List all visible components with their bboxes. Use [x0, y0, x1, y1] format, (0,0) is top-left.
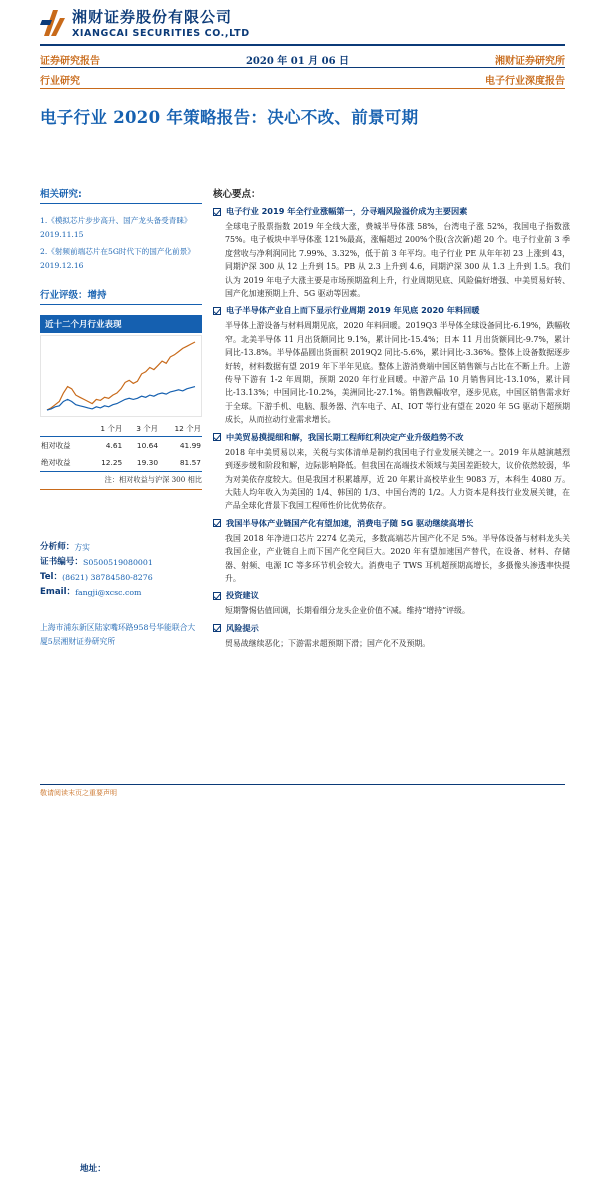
analyst-info	[40, 540, 202, 600]
key-point-title: 我国半导体产业链国产化有望加速，消费电子随 5G 驱动继续高增长	[226, 517, 474, 528]
analyst-label: 分析师：	[40, 542, 75, 552]
footer-divider	[40, 784, 565, 785]
header-row-2	[40, 72, 565, 87]
table-row	[40, 454, 202, 472]
checkbox-icon	[213, 519, 221, 527]
table-cell: 4.61	[105, 441, 123, 450]
key-point-title: 中美贸易摸提细和解，我国长期工程师红利决定产业升级趋势不改	[226, 431, 464, 442]
related-research-list	[40, 214, 202, 273]
key-point	[213, 518, 570, 586]
key-point	[213, 623, 570, 650]
analyst-name: 方实	[74, 543, 90, 552]
table-cell: 19.30	[123, 454, 159, 472]
email-label: Email：	[40, 587, 76, 597]
institute-name: 湘财证券研究所	[494, 56, 565, 67]
address-value: 上海市浦东新区陆家嘴环路958号华能联合大厦5层湘财证券研究所	[40, 623, 196, 646]
related-research-item[interactable]: 1.《模拟芯片步步高升、国产龙头备受青睐》 2019.11.15	[40, 216, 192, 239]
header-row-1	[40, 52, 565, 67]
table-cell: 10.64	[136, 441, 159, 450]
key-points-section	[213, 186, 570, 655]
report-type: 证券研究报告	[40, 56, 100, 67]
key-point	[213, 206, 570, 300]
key-point-body: 2018 年中美贸易以来，关税与实体清单是制约我国电子行业发展关键之一。2019 年从越演越烈到逐步缓和阶段和解，边际影响降低。但我国在高端技术领域与美国差距较大，议价依然较弱，华为对美依存度较大。但是我国才积累雄厚，近 20 年累计高校毕业生 9083 万，本科生 4080 万。大陆人均年收入为美国的 1/4、韩国的 1/3、中国台湾的 1/2。人力资本是科技行业发展关键，在产品全球化背景下我国工程师性价比优势依存。	[225, 447, 570, 511]
tel-value: (8621) 38784580-8276	[62, 573, 153, 582]
report-date: 2020 年 01 月 06 日	[245, 56, 350, 67]
chart-title: 近十二个月行业表现	[40, 315, 202, 333]
key-point	[213, 432, 570, 513]
table-header: 12 个月	[159, 421, 202, 437]
footer-disclaimer: 敬请阅读末页之重要声明	[40, 789, 117, 797]
key-point	[213, 305, 570, 426]
industry-rating: 行业评级：增持	[40, 287, 202, 305]
table-header: 1 个月	[87, 421, 123, 437]
key-point-body: 短期警惕估值回调，长期看细分龙头企业价值不减。维持“增持”评级。	[225, 606, 470, 616]
header-divider-3	[40, 88, 565, 89]
checkbox-icon	[213, 307, 221, 315]
cert-value: S0500519080001	[82, 558, 153, 567]
key-point-body: 半导体上游设备与材料周期见底，2020 年料回暖。2019Q3 半导体全球设备同比-6.19%，跌幅收窄。北美半导体 11 月出货额同比 9.1%，累计同比-15.4%；日本 11 月出货额同比-9.7%，累计同比-13.8%。半导体晶圆出货面积 2019Q2 同比-5.6%，累计同比-3.36%。整体上设备数据逐步好转，材料数据有望 2019 年下半年见底。整体上游消费端中国区销售额与占比在不断上升。上游传导下游有 1-2 年周期，预期 2020 年行业回暖。中游产品 10 月销售同比-13.10%，累计同比-13.13%；中国同比-10.2%，美洲同比-27.1%。销售跌幅收窄，逐步见底，中国区销售需求好于全球。下游手机、电脑、服务器、汽车电子、AI、IOT 等行业有望在 2020 年 5G 驱动下超预期成长，从而拉动行业需求增长。	[225, 321, 570, 425]
key-point-title: 风险提示	[226, 622, 259, 633]
email-value[interactable]: fangji@xcsc.com	[75, 588, 142, 597]
research-category: 行业研究	[40, 76, 80, 87]
key-point-title: 投资建议	[226, 590, 259, 601]
table-header	[40, 421, 87, 437]
header-divider-2	[40, 67, 565, 68]
key-point-title: 电子半导体产业自上而下显示行业周期 2019 年见底 2020 年料回暖	[226, 305, 480, 316]
key-point-body: 全球电子股票指数 2019 年全线大涨，费城半导体涨 58%，台湾电子涨 52%，我国电子指数涨 75%。电子板块中半导体涨 121%最高，涨幅超过 200%个股(含次新)超 20 个。电子行业前 3 季度营收与净利润同比 7.99%、3.32%，低于前 3 年平均。电子行业 PE 从年年初 23 上涨到 43，同期沪深 300 从 12 上升到 15。PB 从 2.3 上升到 4.6，同期沪深 300 从 1.3 上升到 1.5。我们认为 2019 年电子大涨主要是市场预期盈利上升，行业周期见底、风险偏好增强、中美贸易好转、国产化加速预期上升、5G 驱动等因素。	[225, 222, 570, 299]
key-point-body: 贸易战继续恶化；下游需求超预期下滑；国产化不及预期。	[225, 638, 431, 648]
address-label: 地址：	[80, 1164, 106, 1174]
company-logo-icon	[40, 8, 66, 38]
key-points-heading: 核心要点：	[213, 189, 261, 200]
company-name-en: XIANGCAI SECURITIES CO.,LTD	[72, 28, 250, 39]
table-cell: 81.57	[159, 454, 202, 472]
checkbox-icon	[213, 433, 221, 441]
header-divider	[40, 44, 565, 46]
related-research-item[interactable]: 2.《射频前端芯片在5G时代下的国产化前景》2019.12.16	[40, 247, 195, 270]
checkbox-icon	[213, 624, 221, 632]
key-point-title: 电子行业 2019 年全行业涨幅第一，分寻端风险溢价成为主要因素	[226, 206, 468, 216]
table-cell: 12.25	[87, 454, 123, 472]
company-logo	[40, 6, 250, 39]
table-row	[40, 437, 202, 455]
chart-series-line-1	[47, 387, 195, 410]
table-header: 3 个月	[123, 421, 159, 437]
table-divider	[40, 489, 202, 490]
table-note: 注：相对收益与沪深 300 相比	[104, 475, 202, 484]
table-cell: 绝对收益	[40, 454, 87, 472]
table-cell: 41.99	[179, 441, 201, 450]
report-title: 电子行业 2020 年策略报告：决心不改、前景可期	[40, 108, 419, 127]
key-point-body: 我国 2018 年净进口芯片 2274 亿美元，多数高端芯片国产化不足 5%。半导体设备与材料龙头关我国企业，产业链自上而下国产化空间巨大。2020 年有望加速国产替代，在设备、材料、存储器、射频、电源 IC 等多环节机会较大。消费电子 TWS 耳机超预期高增长，多摄像头渗透率快提升。	[225, 533, 570, 583]
tel-label: Tel：	[40, 572, 63, 582]
checkbox-icon	[213, 592, 221, 600]
performance-chart-svg	[41, 336, 201, 416]
performance-table	[40, 421, 202, 472]
related-research-heading: 相关研究:	[40, 186, 202, 204]
table-cell: 相对收益	[41, 441, 71, 450]
report-subtype: 电子行业深度报告	[485, 76, 565, 87]
cert-label: 证书编号：	[40, 557, 83, 567]
performance-chart	[40, 335, 202, 417]
key-point	[213, 590, 570, 617]
company-name-cn: 湘财证券股份有限公司	[72, 8, 233, 26]
checkbox-icon	[213, 208, 221, 216]
sidebar	[40, 186, 202, 490]
